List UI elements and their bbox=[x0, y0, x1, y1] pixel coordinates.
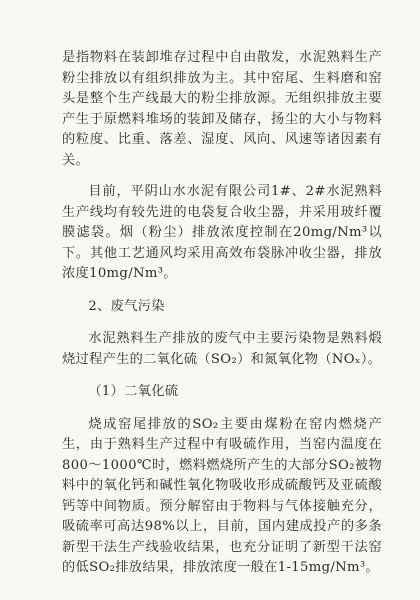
subsection-heading-so2: （1）二氧化硫 bbox=[88, 384, 179, 399]
paragraph-current-status: 目前，平阴山水水泥有限公司1#、2#水泥熟料生产线均有较先进的电袋复合收尘器，并采用玻纤覆膜滤袋。烟（粉尘）排放浓度控制在20mg/Nm³以下。其他工艺通风均采用高效布袋脉冲收尘器，排放浓度10mg/Nm³。 bbox=[62, 184, 382, 281]
paragraph-so2-details: 烧成窑尾排放的SO₂主要由煤粉在窑内燃烧产生，由于熟料生产过程中有吸硫作用，当窑内温度在800～1000℃时，燃料燃烧所产生的大部分SO₂被物料中的氧化钙和碱性氧化物吸收形成硫酸钙及亚硫酸钙等中间物质。预分解窑由于物料与气体接触充分，吸硫率可高达98%以上，目前，国内建成投产的多条新型干法生产线验收结果，也充分证明了新型干法窑的低SO₂排放结果，排放浓度一般在1-15mg/Nm³。 bbox=[62, 416, 382, 575]
document-body bbox=[62, 48, 382, 579]
paragraph-dust-emission: 是指物料在装卸堆存过程中自由散发，水泥熟料生产粉尘排放以有组织排放为主。其中窑尾、生料磨和窑头是整个生产线最大的粉尘排放源。无组织排放主要产生于原燃料堆场的装卸及储存，扬尘的大小与物料的粒度、比重、落差、湿度、风向、风速等诸因素有关。 bbox=[62, 50, 382, 168]
section-heading-exhaust-pollution: 2、废气污染 bbox=[88, 298, 165, 314]
paragraph-exhaust-pollutants: 水泥熟料生产排放的废气中主要污染物是熟料煅烧过程产生的二氧化硫（SO₂）和氮氧化物（NOₓ）。 bbox=[62, 331, 382, 367]
